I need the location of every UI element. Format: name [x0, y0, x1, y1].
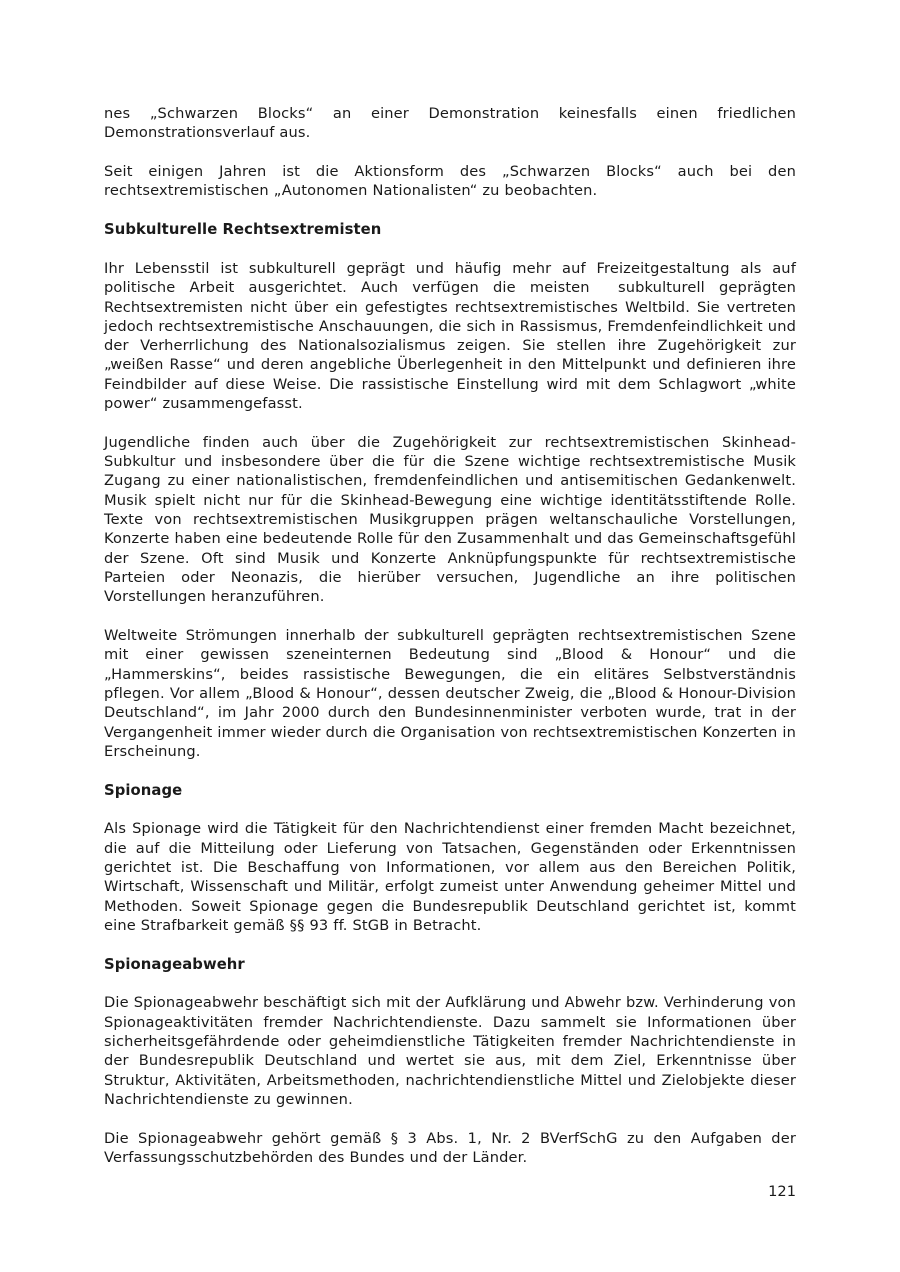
paragraph-autonome-nationalisten: Seit einigen Jahren ist die Aktionsform des „Schwarzen Blocks“ auch bei den rechtsextremistischen „Autonomen Nationalisten“ zu beobachten.	[104, 163, 801, 200]
paragraph-spionage-definition: Als Spionage wird die Tätigkeit für den Nachrichtendienst einer fremden Macht bezeichnet, die auf die Mitteilung oder Lieferung von Tatsachen, Gegenständen oder Erkenntnissen gerichtet ist. Die Beschaffung von Informationen, vor allem aus den Bereichen Politik, Wirtschaft, Wissenschaft und Militär, erfolgt zumeist unter Anwendung geheimer Mittel und Methoden. Soweit Spionage gegen die Bundesrepublik Deutschland gerichtet ist, kommt eine Strafbarkeit gemäß §§ 93 ff. StGB in Betracht.	[104, 820, 801, 934]
paragraph-schwarzer-block-continuation: nes „Schwarzen Blocks“ an einer Demonstration keinesfalls einen friedlichen Demonstrationsverlauf aus.	[104, 105, 801, 142]
paragraph-blood-and-honour-hammerskins: Weltweite Strömungen innerhalb der subkulturell geprägten rechtsextremistischen Szene mit einer gewissen szeneinternen Bedeutung sind „Blood & Honour“ und die „Hammerskins“, beides rassistische Bewegungen, die ein elitäres Selbstverständnis pflegen. Vor allem „Blood & Honour“, dessen deutscher Zweig, die „Blood & Honour-Division Deutschland“, im Jahr 2000 durch den Bundesinnenminister verboten wurde, trat in der Vergangenheit immer wieder durch die Organisation von rechtsextremistischen Konzerten in Erscheinung.	[104, 627, 801, 760]
page-number: 121	[768, 1183, 796, 1200]
page-body	[104, 104, 801, 1187]
heading-spionageabwehr: Spionageabwehr	[104, 955, 245, 973]
heading-spionage: Spionage	[104, 781, 183, 799]
heading-subkulturelle-rechtsextremisten: Subkulturelle Rechtsextremisten	[104, 221, 382, 239]
paragraph-jugendliche-skinhead-musik: Jugendliche finden auch über die Zugehörigkeit zur rechtsextremistischen Skinhead-Subkultur und insbesondere über die für die Szene wichtige rechtsextremistische Musik Zugang zu einer nationalistischen, fremdenfeindlichen und antisemitischen Gedankenwelt. Musik spielt nicht nur für die Skinhead-Bewegung eine wichtige identitätsstiftende Rolle. Texte von rechtsextremistischen Musikgruppen prägen weltanschauliche Vorstellungen, Konzerte haben eine bedeutende Rolle für den Zusammenhalt und das Gemeinschaftsgefühl der Szene. Oft sind Musik und Konzerte Anknüpfungspunkte für rechtsextremistische Parteien oder Neonazis, die hierüber versuchen, Jugendliche an ihre politischen Vorstellungen heranzuführen.	[104, 433, 801, 606]
paragraph-lebensstil-subkulturell: Ihr Lebensstil ist subkulturell geprägt und häufig mehr auf Freizeitgestaltung als auf politische Arbeit ausgerichtet. Auch verfügen die meisten subkulturell geprägten Rechtsextremisten nicht über ein gefestigtes rechtsextremistisches Weltbild. Sie vertreten jedoch rechtsextremistische Anschauungen, die sich in Rassismus, Fremdenfeindlichkeit und der Verherrlichung des Nationalsozialismus zeigen. Sie stellen ihre Zugehörigkeit zur „weißen Rasse“ und deren angebliche Überlegenheit in den Mittelpunkt und definieren ihre Feindbilder auf diese Weise. Die rassistische Einstellung wird mit dem Schlagwort „white power“ zusammengefasst.	[104, 259, 801, 413]
paragraph-spionageabwehr-aufgaben: Die Spionageabwehr beschäftigt sich mit der Aufklärung und Abwehr bzw. Verhinderung von Spionageaktivitäten fremder Nachrichtendienste. Dazu sammelt sie Informationen über sicherheitsgefährdende oder geheimdienstliche Tätigkeiten fremder Nachrichtendienste in der Bundesrepublik Deutschland und wertet sie aus, mit dem Ziel, Erkenntnisse über Struktur, Aktivitäten, Arbeitsmethoden, nachrichtendienstliche Mittel und Zielobjekte dieser Nachrichtendienste zu gewinnen.	[104, 994, 801, 1108]
paragraph-spionageabwehr-rechtsgrundlage: Die Spionageabwehr gehört gemäß § 3 Abs. 1, Nr. 2 BVerfSchG zu den Aufgaben der Verfassungsschutzbehörden des Bundes und der Länder.	[104, 1129, 801, 1167]
